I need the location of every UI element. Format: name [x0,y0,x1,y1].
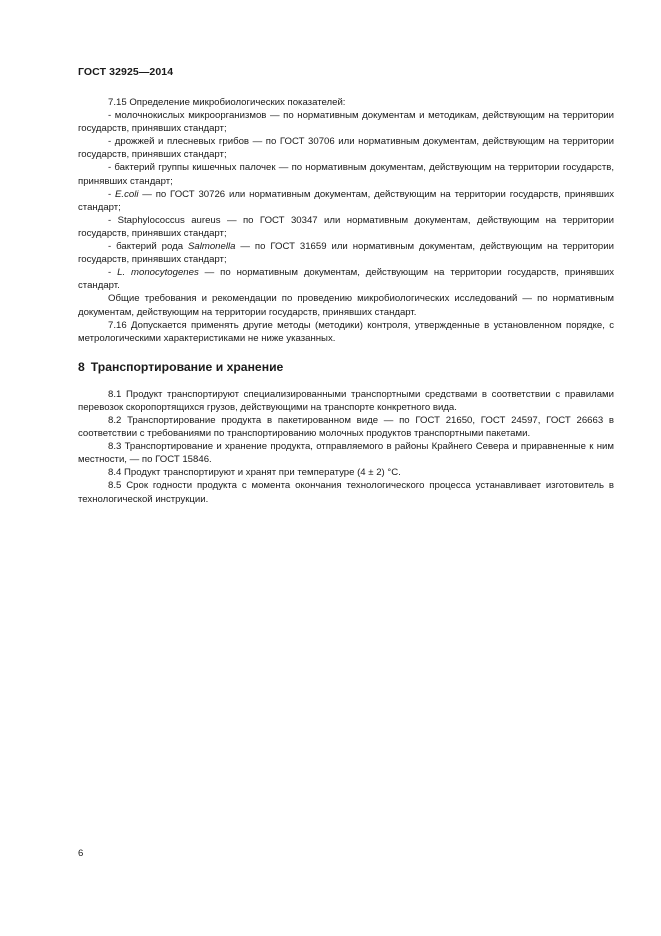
listeria-text: — по нормативным документам, действующим на территории государств, принявших стандарт. [78,267,614,292]
clause-8-1: 8.1 Продукт транспортируют специализированными транспортными средствами в соответствии с правилами перевозок скоропортящихся грузов, действующими на транспорте конкретного вида. [78,388,614,413]
document-header: ГОСТ 32925—2014 [78,66,174,78]
page-number: 6 [78,848,84,859]
ecoli-prefix: - [108,188,116,200]
list-item-staphylococcus: - Staphylococcus aureus — по ГОСТ 30347 или нормативным документам, действующим на территории государств, принявших стандарт; [78,214,614,239]
list-item-salmonella [78,240,614,266]
clause-7-15: 7.15 Определение микробиологических показателей: [108,97,346,108]
clause-8-4: 8.4 Продукт транспортируют и хранят при температуре (4 ± 2) °С. [108,467,401,479]
section-8-title: Транспортирование и хранение [90,359,284,374]
section-8-heading [78,359,614,375]
section-8-number: 8 [78,359,85,374]
list-item-lactic-microorganisms: - молочнокислых микроорганизмов — по нормативным документам и методикам, действующим на территории государств, принявших стандарт; [78,110,614,135]
salmonella-organism-name: Salmonella [187,241,236,253]
clause-8-3: 8.3 Транспортирование и хранение продукта, отправляемого в районы Крайнего Севера и приравненные к ним местности, — по ГОСТ 15846. [78,441,614,466]
listeria-organism-name: L. monocytogenes [117,267,199,279]
salmonella-text: — по ГОСТ 31659 или нормативным документам, действующим на территории государств, принявших стандарт; [78,241,614,266]
ecoli-organism-name: E.coli [115,188,139,200]
document-body [78,96,614,506]
list-item-yeast-mold: - дрожжей и плесневых грибов — по ГОСТ 30706 или нормативным документам, действующим на территории государств, принявших стандарт; [78,136,614,161]
clause-8-5: 8.5 Срок годности продукта с момента окончания технологического процесса устанавливает изготовитель в технологической инструкции. [78,480,614,505]
list-item-coliform-bacteria: - бактерий группы кишечных палочек — по нормативным документам, действующим на территории государств, принявших стандарт; [78,162,614,187]
clause-7-16: 7.16 Допускается применять другие методы (методики) контроля, утвержденные в установленном порядке, с метрологическими характеристиками не ниже указанных. [78,319,614,344]
list-item-listeria [78,266,614,292]
ecoli-text: — по ГОСТ 30726 или нормативным документам, действующим на территории государств, принявших стандарт; [78,188,614,213]
list-item-ecoli [78,188,614,214]
clause-8-2: 8.2 Транспортирование продукта в пакетированном виде — по ГОСТ 21650, ГОСТ 24597, ГОСТ 26663 в соответствии с требованиями по транспортированию молочных продуктов транспортными пакетами. [78,414,614,440]
general-requirements-paragraph: Общие требования и рекомендации по проведению микробиологических исследований — по нормативным документам, действующим на территории государств, принявших стандарт. [78,293,614,318]
salmonella-prefix: - бактерий рода [108,241,188,253]
listeria-prefix: - [108,267,118,279]
